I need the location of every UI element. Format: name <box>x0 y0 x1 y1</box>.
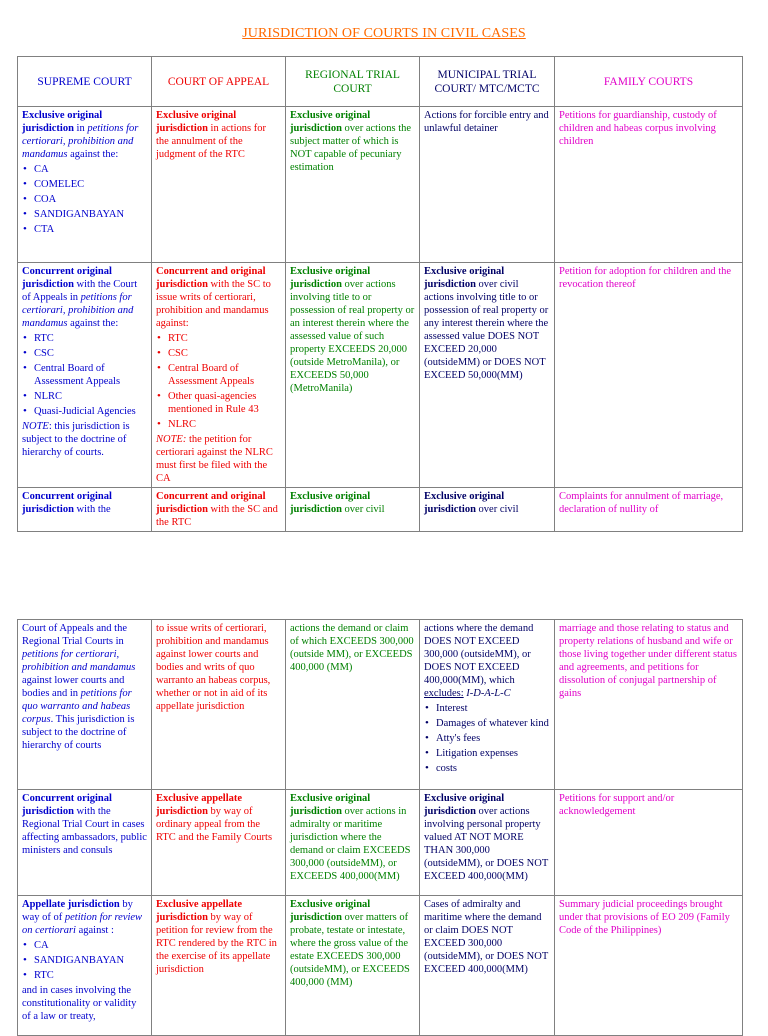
term-exclusive-original: Exclusive original jurisdiction <box>22 110 103 134</box>
cell-family-courts: marriage and those relating to status and property relations of husband and wife or those living together under different status and agreements, and petitions for dissolution of conjugal partnership of gains <box>555 620 743 790</box>
cell-regional-trial-court: Exclusive original jurisdiction over actions the subject matter of which is NOT capable of pecuniary estimation <box>286 107 420 263</box>
jurisdiction-table-page-2 <box>17 619 743 1036</box>
list-item: • NLRC <box>168 418 281 431</box>
table-row <box>18 107 743 263</box>
cell-family-courts: Complaints for annulment of marriage, declaration of nullity of <box>555 488 743 532</box>
cell-family-courts: Petitions for support and/or acknowledgement <box>555 790 743 896</box>
list-item: • SANDIGANBAYAN <box>34 954 147 967</box>
list-item: • CSC <box>168 347 281 360</box>
cell-supreme-court: Exclusive original jurisdiction in petitions for certiorari, prohibition and mandamus against the: • CA • COMELEC • COA • SANDIGANBAYAN • CTA <box>18 107 152 263</box>
list-item: • Damages of whatever kind <box>436 717 550 730</box>
list-item: • costs <box>436 762 550 775</box>
table-row <box>18 620 743 790</box>
list-item: • CA <box>34 163 147 176</box>
header-court-of-appeal: COURT OF APPEAL <box>152 57 286 107</box>
list <box>424 702 550 775</box>
list-item: • RTC <box>34 969 147 982</box>
jurisdiction-table-page-1 <box>17 56 743 532</box>
cell-supreme-court: Appellate jurisdiction by way of of petition for review on certiorari against : • CA • SANDIGANBAYAN • RTC and in cases involving the constitutionality or validity of a law or treaty, <box>18 896 152 1036</box>
list <box>22 939 147 982</box>
header-row <box>18 57 743 107</box>
list-item: • SANDIGANBAYAN <box>34 208 147 221</box>
cell-family-courts: Petitions for guardianship, custody of children and habeas corpus involving children <box>555 107 743 263</box>
cell-supreme-court: Concurrent original jurisdiction with the Court of Appeals in petitions for certiorari, prohibition and mandamus against the: • RTC • CSC • Central Board of Assessment Appeals • NLRC • Quasi-Judicial Agencies NOTE: this jurisdiction is subject to the doctrine of hierarchy of courts. <box>18 263 152 488</box>
cell-court-of-appeal: Exclusive appellate jurisdiction by way of ordinary appeal from the RTC and the Family Courts <box>152 790 286 896</box>
cell-court-of-appeal: Exclusive original jurisdiction in actions for the annulment of the judgment of the RTC <box>152 107 286 263</box>
list <box>22 163 147 236</box>
list-item: • CTA <box>34 223 147 236</box>
list-item: • COMELEC <box>34 178 147 191</box>
list-item: • CA <box>34 939 147 952</box>
table-row <box>18 263 743 488</box>
list-item: • Atty's fees <box>436 732 550 745</box>
page-title: JURISDICTION OF COURTS IN CIVIL CASES <box>242 26 526 41</box>
cell-municipal-trial-court: Actions for forcible entry and unlawful detainer <box>420 107 555 263</box>
list-item: • Other quasi-agencies mentioned in Rule 43 <box>168 390 281 416</box>
list-item: • NLRC <box>34 390 147 403</box>
cell-family-courts: Summary judicial proceedings brought under that provisions of EO 209 (Family Code of the Philippines) <box>555 896 743 1036</box>
cell-regional-trial-court: Exclusive original jurisdiction over civil <box>286 488 420 532</box>
list-item: • Central Board of Assessment Appeals <box>34 362 147 388</box>
header-supreme-court: SUPREME COURT <box>18 57 152 107</box>
list <box>156 332 281 431</box>
table-row <box>18 896 743 1036</box>
list-item: • RTC <box>34 332 147 345</box>
cell-municipal-trial-court: actions where the demand DOES NOT EXCEED 300,000 (outsideMM), or DOES NOT EXCEED 400,000(MM), which excludes: I-D-A-L-C • Interest • Damages of whatever kind • Atty's fees • Litigation expenses • costs <box>420 620 555 790</box>
cell-municipal-trial-court: Exclusive original jurisdiction over civil actions involving title to or possession of real property or any interest therein where the assessed value DOES NOT EXCEED 20,000 (outsideMM) or DOES NOT EXCEED 50,000(MM) <box>420 263 555 488</box>
list-item: • Litigation expenses <box>436 747 550 760</box>
cell-court-of-appeal: Concurrent and original jurisdiction with the SC to issue writs of certiorari, prohibition and mandamus against: • RTC • CSC • Central Board of Assessment Appeals • Other quasi-agencies mentioned in Rule 43 • NLRC NOTE: the petition for certiorari against the NLRC must first be filed with the CA <box>152 263 286 488</box>
note-label: NOTE: <box>156 434 187 445</box>
header-family-courts: FAMILY COURTS <box>555 57 743 107</box>
cell-court-of-appeal: Concurrent and original jurisdiction with the SC and the RTC <box>152 488 286 532</box>
cell-supreme-court: Court of Appeals and the Regional Trial Courts in petitions for certiorari, prohibition and mandamus against lower courts and bodies and in petitions for quo warranto and habeas corpus. This jurisdiction is subject to the doctrine of hierarchy of courts <box>18 620 152 790</box>
cell-regional-trial-court: Exclusive original jurisdiction over actions involving title to or possession of real property or an interest therein where the assessed value of such property EXCEEDS 20,000 (outside MetroManila), or EXCEEDS 50,000 (MetroManila) <box>286 263 420 488</box>
header-regional-trial-court: REGIONAL TRIAL COURT <box>286 57 420 107</box>
cell-supreme-court: Concurrent original jurisdiction with the Regional Trial Court in cases affecting ambassadors, public ministers and consuls <box>18 790 152 896</box>
list-item: • RTC <box>168 332 281 345</box>
list-item: • Interest <box>436 702 550 715</box>
table-row <box>18 488 743 532</box>
cell-court-of-appeal: Exclusive appellate jurisdiction by way of petition for review from the RTC rendered by the RTC in the exercise of its appellate jurisdiction <box>152 896 286 1036</box>
cell-regional-trial-court: actions the demand or claim of which EXCEEDS 300,000 (outside MM), or EXCEEDS 400,000 (MM) <box>286 620 420 790</box>
cell-regional-trial-court: Exclusive original jurisdiction over actions in admiralty or maritime jurisdiction where the demand or claim EXCEEDS 300,000 (outsideMM), or EXCEEDS 400,000(MM) <box>286 790 420 896</box>
cell-supreme-court: Concurrent original jurisdiction with the <box>18 488 152 532</box>
cell-municipal-trial-court: Exclusive original jurisdiction over civil <box>420 488 555 532</box>
cell-municipal-trial-court: Exclusive original jurisdiction over actions involving personal property valued AT NOT MORE THAN 300,000 (outsideMM), or DOES NOT EXCEED 400,000(MM) <box>420 790 555 896</box>
table-row <box>18 790 743 896</box>
list-item: • CSC <box>34 347 147 360</box>
cell-municipal-trial-court: Cases of admiralty and maritime where the demand or claim DOES NOT EXCEED 300,000 (outsideMM), or DOES NOT EXCEED 400,000(MM) <box>420 896 555 1036</box>
note-label: NOTE <box>22 421 49 432</box>
list-item: • Central Board of Assessment Appeals <box>168 362 281 388</box>
list-item: • COA <box>34 193 147 206</box>
list-item: • Quasi-Judicial Agencies <box>34 405 147 418</box>
cell-regional-trial-court: Exclusive original jurisdiction over matters of probate, testate or intestate, where the gross value of the estate EXCEEDS 300,000 (outsideMM), or EXCEEDS 400,000 (MM) <box>286 896 420 1036</box>
cell-family-courts: Petition for adoption for children and the revocation thereof <box>555 263 743 488</box>
header-municipal-trial-court: MUNICIPAL TRIAL COURT/ MTC/MCTC <box>420 57 555 107</box>
list <box>22 332 147 418</box>
cell-court-of-appeal: to issue writs of certiorari, prohibition and mandamus against lower courts and bodies and writs of quo warranto an habeas corpus, whether or not in aid of its appellate jurisdiction <box>152 620 286 790</box>
